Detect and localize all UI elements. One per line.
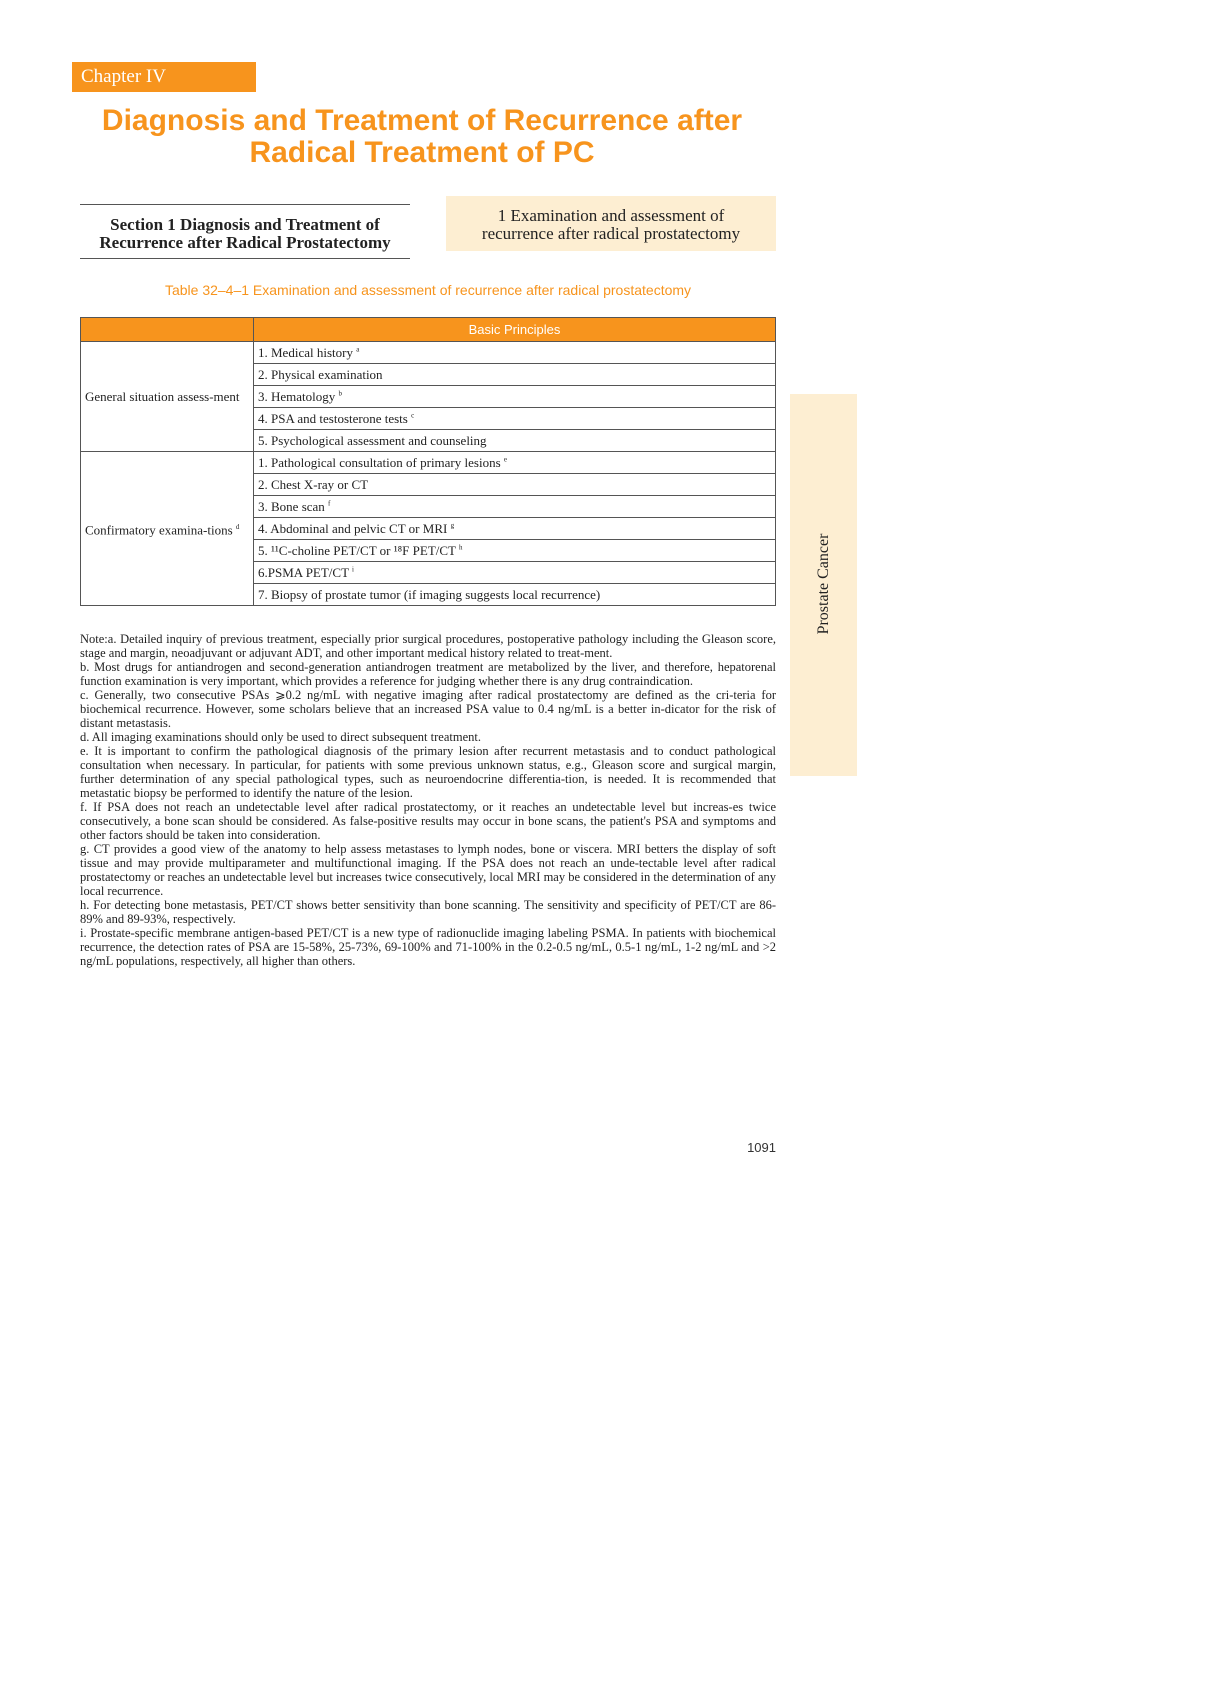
section-heading [80, 204, 410, 259]
note-f: f. If PSA does not reach an undetectable level after radical prostatectomy, or it reaches an undetectable level but increas-es twice consecutively, a bone scan should be considered. As false-positive results may occur in bone scans, the patient's PSA and symptoms and other factors should be taken into consideration. [80, 800, 776, 842]
subsection-line-2: recurrence after radical prostatectomy [481, 224, 741, 243]
table-row [81, 342, 776, 364]
note-d: d. All imaging examinations should only be used to direct subsequent treatment. [80, 730, 481, 744]
note-h: h. For detecting bone metastasis, PET/CT shows better sensitivity than bone scanning. The sensitivity and specificity of PET/CT are 86-89% and 89-93%, respectively. [80, 898, 776, 926]
group-label-confirmatory: Confirmatory examina-tions $^d$ [81, 452, 254, 606]
row-cell: 3. Bone scan $^f$ [254, 496, 776, 518]
note-e: e. It is important to confirm the pathological diagnosis of the primary lesion after recurrent metastasis and to conduct pathological consultation when necessary. In particular, for patients with some previous unknown status, e.g., Gleason score and surgical margin, further determination of any special pathological types, such as neuroendocrine differentia-tion, is needed. It is recommended that metastatic biopsy be performed to identify the nature of the lesion. [80, 744, 776, 800]
row-cell: 1. Pathological consultation of primary lesions $^e$ [254, 452, 776, 474]
row-cell: 1. Medical history $^a$ [254, 342, 776, 364]
row-cell: 2. Physical examination [254, 364, 776, 386]
note-c: c. Generally, two consecutive PSAs ⩾0.2 ng/mL with negative imaging after radical prostatectomy are defined as the cri-teria for biochemical recurrence. However, some scholars believe that an increased PSA value to 0.4 ng/mL is a better in-dicator for the risk of distant metastasis. [80, 688, 776, 730]
subsection-heading [446, 196, 776, 251]
examination-table [80, 317, 776, 606]
chapter-label: Chapter IV [72, 62, 256, 92]
note-g: g. CT provides a good view of the anatomy to help assess metastases to lymph nodes, bone or viscera. MRI betters the display of soft tissue and may provide multiparameter and multifunctional imaging. If the PSA does not reach an unde-tectable level after radical prostatectomy or reaches an undetectable level but increases twice consecutively, local MRI may be considered in the determination of any local recurrence. [80, 842, 776, 898]
table-row [81, 452, 776, 474]
row-cell: 7. Biopsy of prostate tumor (if imaging suggests local recurrence) [254, 584, 776, 606]
side-tab [790, 394, 857, 776]
header-empty-cell [81, 318, 254, 342]
row-cell: 4. Abdominal and pelvic CT or MRI $^g$ [254, 518, 776, 540]
table-caption: Table 32–4–1 Examination and assessment of recurrence after radical prostatectomy [164, 282, 692, 298]
row-cell: 5. Psychological assessment and counseling [254, 430, 776, 452]
title-line-2: Radical Treatment of PC [249, 136, 595, 169]
section-line-1: Section 1 Diagnosis and Treatment of [110, 215, 380, 234]
table-notes [80, 632, 776, 968]
row-cell: 4. PSA and testosterone tests $^c$ [254, 408, 776, 430]
row-cell: 6.PSMA PET/CT $^i$ [254, 562, 776, 584]
side-tab-label: Prostate Cancer [814, 533, 832, 635]
note-i: i. Prostate-specific membrane antigen-based PET/CT is a new type of radionuclide imaging labeling PSMA. In patients with biochemical recurrence, the detection rates of PSA are 15-58%, 25-73%, 69-100% and 71-100% in the 0.2-0.5 ng/mL, 0.5-1 ng/mL, 1-2 ng/mL and >2 ng/mL populations, respectively, all higher than others. [80, 926, 776, 968]
row-cell: 5. ¹¹C-choline PET/CT or ¹⁸F PET/CT $^h$ [254, 540, 776, 562]
note-a: Note:a. Detailed inquiry of previous treatment, especially prior surgical procedures, postoperative pathology including the Gleason score, stage and margin, neoadjuvant or adjuvant ADT, and other important medical history related to treat-ment. [80, 632, 776, 660]
subsection-line-1: 1 Examination and assessment of [497, 206, 725, 225]
section-line-2: Recurrence after Radical Prostatectomy [99, 233, 391, 252]
header-basic-principles: Basic Principles [254, 318, 776, 342]
row-cell: 3. Hematology $^b$ [254, 386, 776, 408]
page-number: 1091 [747, 1140, 776, 1155]
note-b: b. Most drugs for antiandrogen and second-generation antiandrogen treatment are metabolized by the liver, and therefore, hepatorenal function examination is very important, which provides a reference for judging whether there is any drug contraindication. [80, 660, 776, 688]
group-label-general: General situation assess-ment [81, 342, 254, 452]
title-line-1: Diagnosis and Treatment of Recurrence after [101, 104, 743, 137]
page-title [72, 105, 772, 169]
row-cell: 2. Chest X-ray or CT [254, 474, 776, 496]
